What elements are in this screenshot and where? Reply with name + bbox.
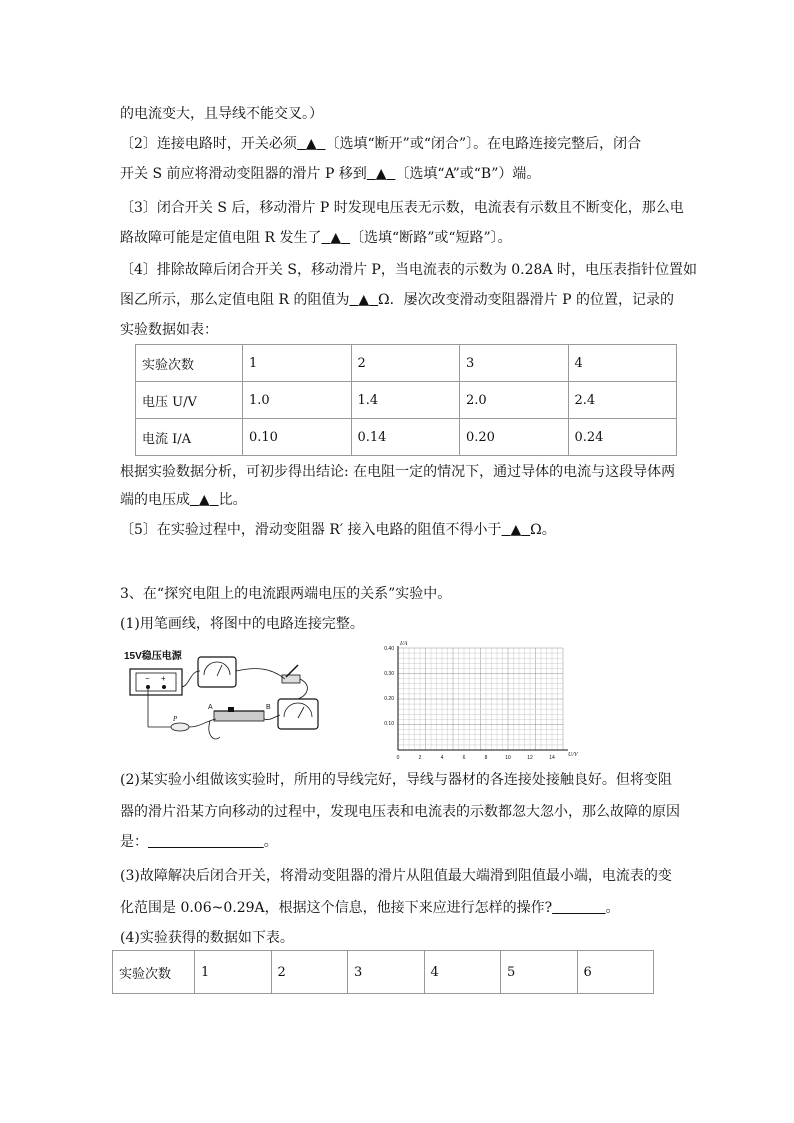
svg-text:+: + xyxy=(161,674,166,683)
x-tick-label: 0 xyxy=(396,755,400,761)
resistor-icon xyxy=(171,723,189,731)
table-cell: 实验次数 xyxy=(113,951,195,994)
triangle-icon: ▲ xyxy=(375,166,387,182)
text-line-8: 实验数据如表： xyxy=(120,322,218,338)
terminal-icon xyxy=(162,685,166,689)
table-cell: 2.0 xyxy=(460,382,569,419)
text-line-3: 开关 S 前应将滑动变阻器的滑片 P 移到 ▲ 〔选填“A”或“B”）端。 xyxy=(120,166,541,182)
experiment-count-table xyxy=(112,950,654,994)
text-line-6: 〔4〕排除故障后闭合开关 S，移动滑片 P，当电流表的示数为 0.28A 时，电压表指针位置如 xyxy=(120,262,697,278)
experiment-data-table xyxy=(135,344,677,456)
terminal-icon xyxy=(146,685,150,689)
svg-text:B: B xyxy=(266,704,271,711)
text-line-2: 〔2〕连接电路时，开关必须 ▲ 〔选填“断开”或“闭合”〕。在电路连接完整后，闭合 xyxy=(120,136,642,152)
table-cell: 实验次数 xyxy=(136,345,243,382)
table-cell: 1.0 xyxy=(243,382,352,419)
x-tick-label: 4 xyxy=(440,755,444,761)
svg-text:P: P xyxy=(173,715,178,723)
table-cell: 0.20 xyxy=(460,419,569,456)
text-line-5: 路故障可能是定值电阻 R 发生了 ▲ 〔选填“断路”或“短路”〕。 xyxy=(120,230,512,246)
table-cell: 电压 U/V xyxy=(136,382,243,419)
x-axis-label: U/V xyxy=(568,752,578,758)
current-voltage-grid xyxy=(368,638,588,764)
answer-blank[interactable] xyxy=(148,832,264,852)
answer-blank[interactable] xyxy=(502,520,531,540)
table-cell: 1 xyxy=(243,345,352,382)
slider-icon xyxy=(228,707,234,712)
table-cell: 3 xyxy=(348,951,425,994)
triangle-icon: ▲ xyxy=(198,492,210,508)
table-row xyxy=(113,951,654,994)
answer-blank[interactable] xyxy=(349,290,378,310)
table-cell: 4 xyxy=(568,345,677,382)
svg-text:A: A xyxy=(208,704,213,711)
text-line-11: 〔5〕在实验过程中，滑动变阻器 R′ 接入电路的阻值不得小于 ▲ Ω。 xyxy=(120,522,556,538)
x-tick-label: 14 xyxy=(549,755,555,761)
answer-blank[interactable] xyxy=(297,134,326,154)
table-row xyxy=(136,345,677,382)
table-cell: 0.14 xyxy=(351,419,460,456)
text-line-9: 根据实验数据分析，可初步得出结论: 在电阻一定的情况下，通过导体的电流与这段导体两 xyxy=(120,464,676,480)
text-line-18: 化范围是 0.06~0.29A，根据这个信息，他接下来应进行怎样的操作? 。 xyxy=(120,900,620,916)
text-line-17: (3)故障解决后闭合开关，将滑动变阻器的滑片从阻值最大端滑到阻值最小端，电流表的变 xyxy=(120,868,672,884)
answer-blank[interactable] xyxy=(321,228,350,248)
table-cell: 电流 I/A xyxy=(136,419,243,456)
table-cell: 1.4 xyxy=(351,382,460,419)
x-tick-label: 6 xyxy=(462,755,466,761)
text-line-13: (1)用笔画线，将图中的电路连接完整。 xyxy=(120,616,364,632)
text-line-15: 器的滑片沿某方向移动的过程中，发现电压表和电流表的示数都忽大忽小，那么故障的原因 xyxy=(120,804,680,820)
table-row xyxy=(136,419,677,456)
triangle-icon: ▲ xyxy=(510,522,522,538)
table-cell: 2.4 xyxy=(568,382,677,419)
svg-text:−: − xyxy=(145,674,150,683)
table-cell: 1 xyxy=(195,951,272,994)
table-cell: 2 xyxy=(271,951,348,994)
table-cell: 0.24 xyxy=(568,419,677,456)
table-cell: 3 xyxy=(460,345,569,382)
answer-blank[interactable] xyxy=(367,164,396,184)
voltmeter xyxy=(198,657,236,687)
text-line-12: 3、在“探究电阻上的电流跟两端电压的关系”实验中。 xyxy=(120,586,452,602)
table-cell: 0.10 xyxy=(243,419,352,456)
y-tick-label: 0.10 xyxy=(384,721,394,727)
power-source-label: 15V稳压电源 xyxy=(124,651,182,662)
x-tick-label: 12 xyxy=(527,755,533,761)
y-tick-label: 0.20 xyxy=(384,696,394,702)
table-row xyxy=(136,382,677,419)
table-cell: 5 xyxy=(501,951,578,994)
triangle-icon: ▲ xyxy=(358,292,370,308)
text-line-14: (2)某实验小组做该实验时，所用的导线完好，导线与器材的各连接处接触良好。但将变阻 xyxy=(120,772,672,788)
y-tick-label: 0.40 xyxy=(384,646,394,652)
answer-blank[interactable] xyxy=(190,490,219,510)
rheostat xyxy=(214,711,264,721)
table-cell: 2 xyxy=(351,345,460,382)
y-axis-label: I/A xyxy=(400,641,408,647)
text-line-16: 是： 。 xyxy=(120,834,278,850)
triangle-icon: ▲ xyxy=(330,230,342,246)
text-line-19: (4)实验获得的数据如下表。 xyxy=(120,930,294,946)
text-line-10: 端的电压成 ▲ 比。 xyxy=(120,492,247,508)
triangle-icon: ▲ xyxy=(305,136,317,152)
x-tick-label: 2 xyxy=(418,755,422,761)
text-line-1: 的电流变大，且导线不能交叉。） xyxy=(120,106,323,122)
circuit-diagram xyxy=(120,645,320,750)
y-tick-label: 0.30 xyxy=(384,671,394,677)
x-tick-label: 10 xyxy=(505,755,511,761)
text-line-4: 〔3〕闭合开关 S 后，移动滑片 P 时发现电压表无示数，电流表有示数且不断变化，那么电 xyxy=(120,200,684,216)
table-cell: 4 xyxy=(424,951,501,994)
x-tick-label: 8 xyxy=(484,755,488,761)
text-line-7: 图乙所示，那么定值电阻 R 的阻值为 ▲ Ω．屡次改变滑动变阻器滑片 P 的位置，记录的 xyxy=(120,292,674,308)
answer-blank[interactable] xyxy=(552,898,605,918)
table-cell: 6 xyxy=(577,951,654,994)
